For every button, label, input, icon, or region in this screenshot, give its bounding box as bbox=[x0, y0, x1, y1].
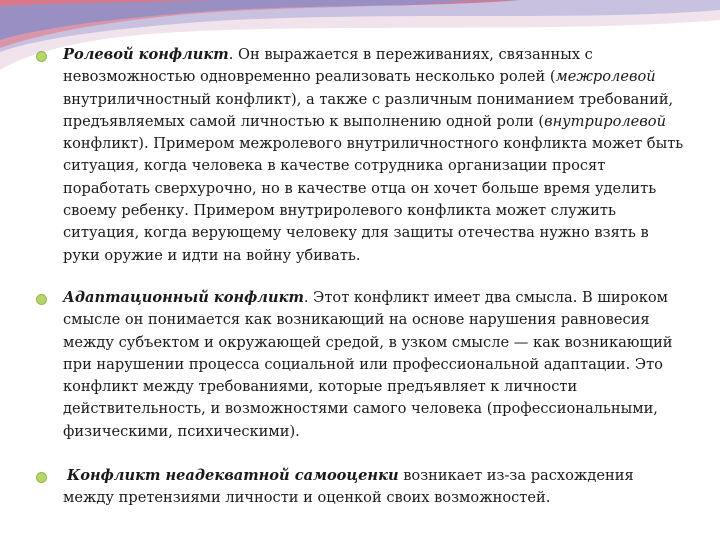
bullet-text: . Он выражается в переживаниях, связанных с невозможностью одновременно реализовать несколько ролей ( bbox=[63, 46, 593, 86]
bullet-text: . Этот конфликт имеет два смысла. В широком смысле он понимается как возникающий на основе нарушения равновесия между субъектом и окружающей средой, в узком смысле — как возникающий при нарушении процесса социальной или профессиональной адаптации. Это конфликт между требованиями, которые предъявляет к личности действительность, и возможностями самого человека (профессиональными, физическими, психическими). bbox=[63, 288, 673, 440]
bullet-text: возникает из-за расхождения между претензиями личности и оценкой своих возможностей. bbox=[63, 467, 634, 507]
term-adaptation-conflict: Адаптационный конфликт bbox=[63, 288, 304, 306]
bullet-self-esteem-conflict bbox=[34, 465, 686, 510]
bullet-dot bbox=[36, 472, 47, 483]
bullet-list bbox=[34, 44, 686, 510]
term-role-conflict: Ролевой конфликт bbox=[63, 46, 229, 63]
emphasis-interrole: межролевой bbox=[555, 68, 656, 86]
bullet-dot bbox=[36, 294, 47, 305]
bullet-text: конфликт). Примером межролевого внутриличностного конфликта может быть ситуация, когда человека в качестве сотрудника организации просят поработать сверхурочно, но в качестве отца он хочет больше время уделить своему ребенку. Примером внутриролевого конфликта может служить ситуация, когда верующему человеку для защиты отечества нужно взять в руки оружие и идти на войну убивать. bbox=[63, 135, 684, 264]
bullet-adaptation-conflict bbox=[34, 287, 686, 443]
bullet-role-conflict bbox=[34, 44, 686, 267]
bullet-text: внутриличностный конфликт), а также с различным пониманием требований, предъявляемых самой личностью к выполнению одной роли ( bbox=[63, 90, 674, 130]
emphasis-intrarole: внутриролевой bbox=[544, 112, 666, 130]
term-self-esteem-conflict: Конфликт неадекватной самооценки bbox=[67, 467, 399, 485]
bullet-dot bbox=[36, 51, 47, 62]
